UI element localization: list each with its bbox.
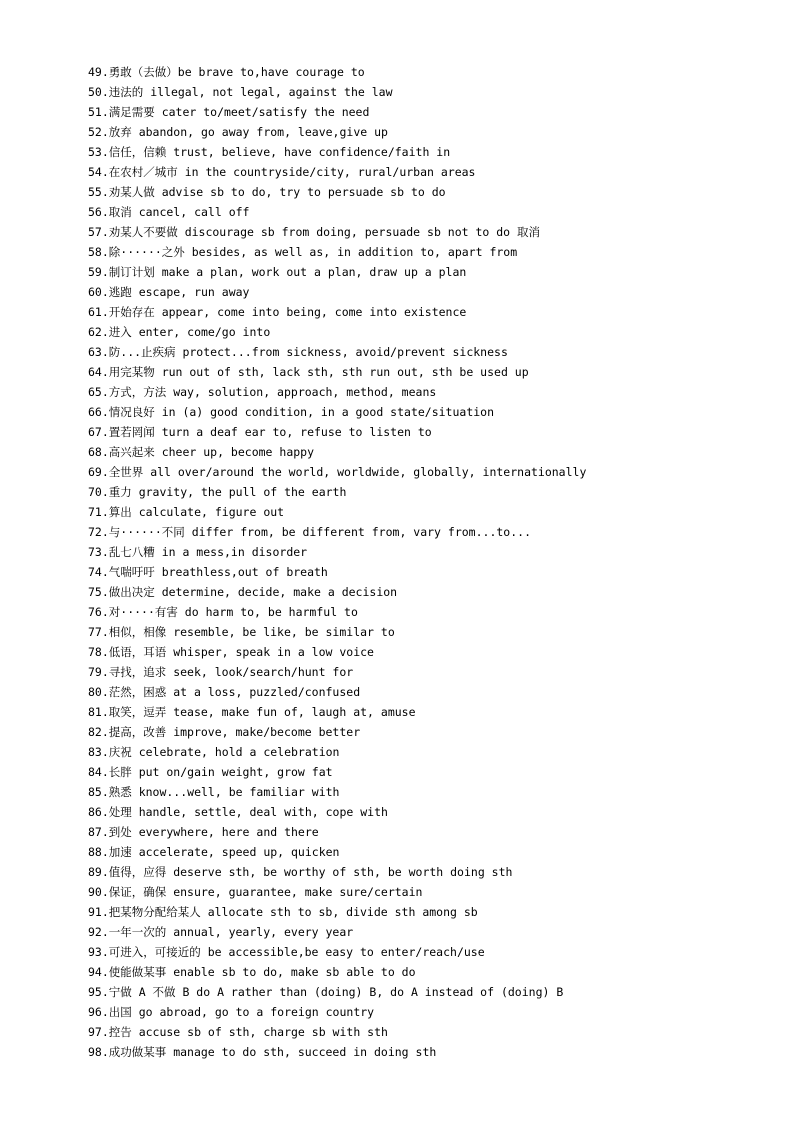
list-item: 52.放弃 abandon, go away from, leave,give up [88,125,388,139]
list-item: 54.在农村／城市 in the countryside/city, rural/urban areas [88,165,476,179]
list-item: 72.与······不同 differ from, be different from, vary from...to... [88,525,531,539]
list-item: 55.劝某人做 advise sb to do, try to persuade sb to do [88,185,446,199]
list-item: 75.做出决定 determine, decide, make a decision [88,585,398,599]
list-item: 94.使能做某事 enable sb to do, make sb able to do [88,965,416,979]
list-item: 49.勇敢（去做）be brave to,have courage to [88,65,365,79]
list-item: 70.重力 gravity, the pull of the earth [88,485,347,499]
list-item: 65.方式，方法 way, solution, approach, method, means [88,385,437,399]
list-item: 62.进入 enter, come/go into [88,325,271,339]
list-item: 63.防...止疾病 protect...from sickness, avoid/prevent sickness [88,345,508,359]
list-item: 74.气喘吁吁 breathless,out of breath [88,565,328,579]
list-item: 51.满足需要 cater to/meet/satisfy the need [88,105,370,119]
list-item: 91.把某物分配给某人 allocate sth to sb, divide sth among sb [88,905,478,919]
list-item: 89.值得，应得 deserve sth, be worthy of sth, be worth doing sth [88,865,513,879]
list-item: 97.控告 accuse sb of sth, charge sb with sth [88,1025,388,1039]
list-item: 95.宁做 A 不做 B do A rather than (doing) B, do A instead of (doing) B [88,985,564,999]
list-item: 90.保证，确保 ensure, guarantee, make sure/certain [88,885,423,899]
list-item: 50.违法的 illegal, not legal, against the law [88,85,393,99]
list-item: 64.用完某物 run out of sth, lack sth, sth run out, sth be used up [88,365,529,379]
list-item: 57.劝某人不要做 discourage sb from doing, persuade sb not to do 取消 [88,225,541,239]
list-item: 59.制订计划 make a plan, work out a plan, draw up a plan [88,265,467,279]
list-item: 66.情况良好 in (a) good condition, in a good state/situation [88,405,495,419]
list-item: 69.全世界 all over/around the world, worldwide, globally, internationally [88,465,587,479]
list-item: 60.逃跑 escape, run away [88,285,250,299]
list-item: 73.乱七八糟 in a mess,in disorder [88,545,308,559]
list-item: 98.成功做某事 manage to do sth, succeed in doing sth [88,1045,437,1059]
list-item: 71.算出 calculate, figure out [88,505,285,519]
list-item: 68.高兴起来 cheer up, become happy [88,445,315,459]
list-item: 78.低语，耳语 whisper, speak in a low voice [88,645,374,659]
list-item: 77.相似，相像 resemble, be like, be similar to [88,625,395,639]
list-item: 67.置若罔闻 turn a deaf ear to, refuse to listen to [88,425,432,439]
phrase-list [88,62,768,1062]
list-item: 79.寻找，追求 seek, look/search/hunt for [88,665,354,679]
list-item: 96.出国 go abroad, go to a foreign country [88,1005,375,1019]
list-item: 93.可进入，可接近的 be accessible,be easy to enter/reach/use [88,945,485,959]
list-item: 87.到处 everywhere, here and there [88,825,319,839]
list-item: 88.加速 accelerate, speed up, quicken [88,845,340,859]
list-item: 53.信任，信赖 trust, believe, have confidence/faith in [88,145,451,159]
list-item: 80.茫然，困惑 at a loss, puzzled/confused [88,685,361,699]
list-item: 61.开始存在 appear, come into being, come into existence [88,305,467,319]
list-item: 58.除······之外 besides, as well as, in addition to, apart from [88,245,518,259]
list-item: 82.提高，改善 improve, make/become better [88,725,361,739]
list-item: 92.一年一次的 annual, yearly, every year [88,925,354,939]
list-item: 83.庆祝 celebrate, hold a celebration [88,745,340,759]
list-item: 86.处理 handle, settle, deal with, cope with [88,805,388,819]
list-item: 56.取消 cancel, call off [88,205,250,219]
list-item: 85.熟悉 know...well, be familiar with [88,785,340,799]
list-item: 76.对·····有害 do harm to, be harmful to [88,605,358,619]
list-item: 81.取笑，逗弄 tease, make fun of, laugh at, amuse [88,705,416,719]
list-item: 84.长胖 put on/gain weight, grow fat [88,765,333,779]
